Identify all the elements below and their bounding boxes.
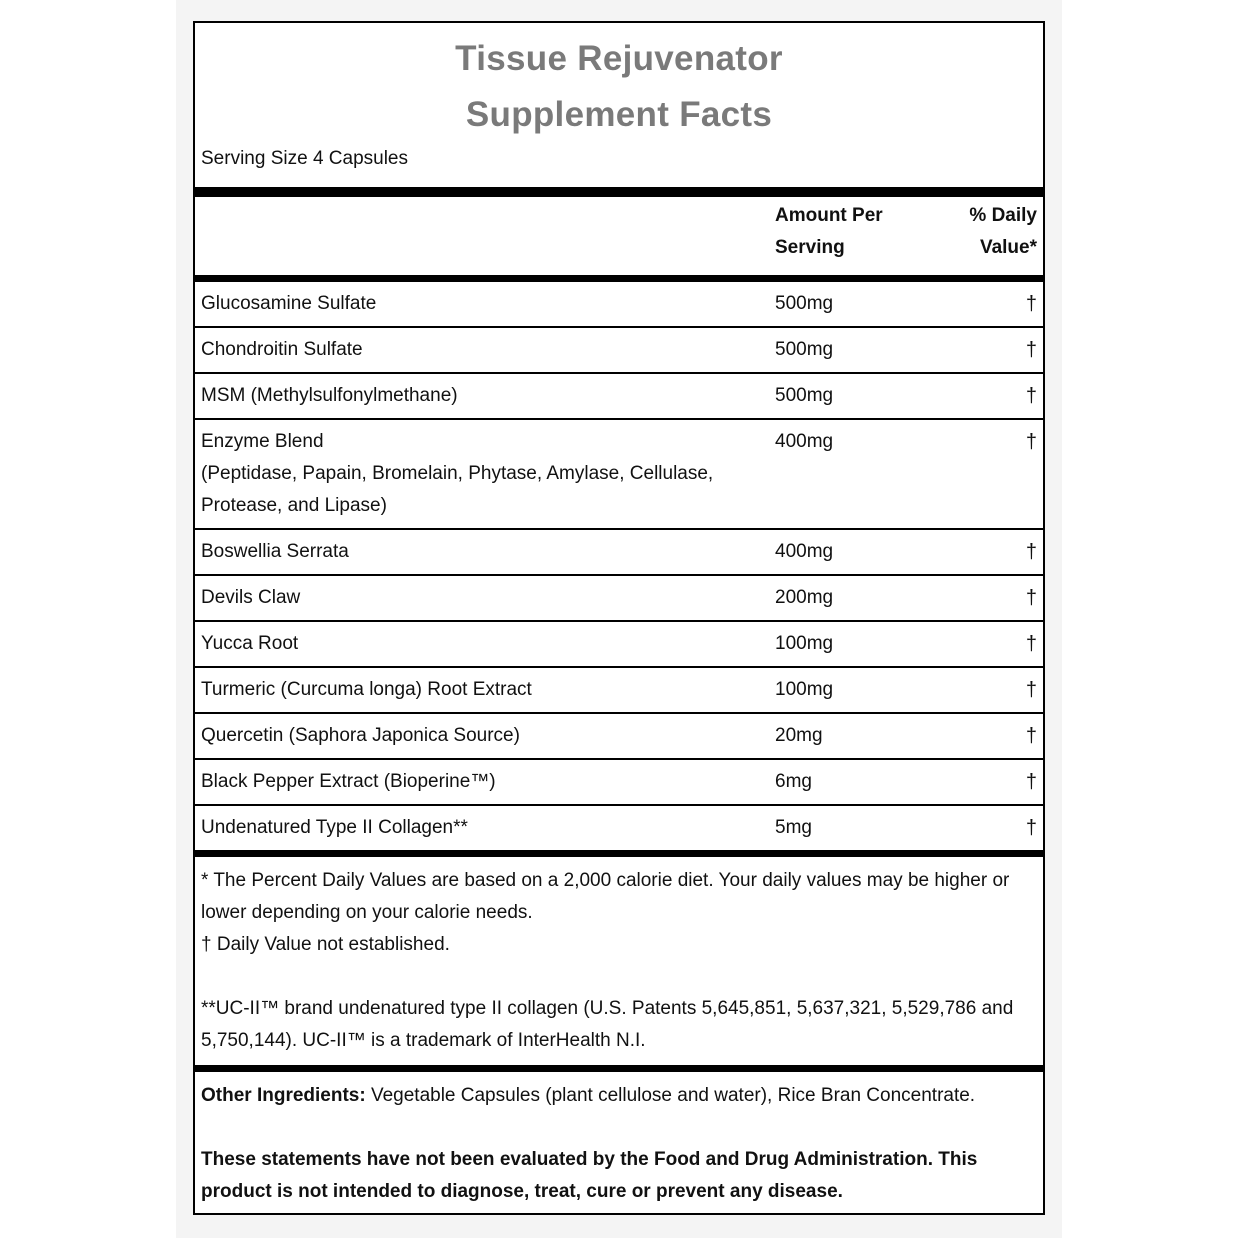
ingredient-name: Black Pepper Extract (Bioperine™) bbox=[201, 771, 496, 792]
ingredient-amount: 400mg bbox=[775, 541, 834, 562]
ingredient-daily-value: † bbox=[1025, 771, 1037, 793]
divider-medium bbox=[195, 275, 1043, 282]
table-row bbox=[195, 668, 1043, 714]
ingredient-daily-value: † bbox=[1025, 633, 1037, 655]
ingredient-name-cell bbox=[195, 760, 775, 804]
divider-thick bbox=[195, 187, 1043, 197]
supplement-facts-panel bbox=[193, 21, 1045, 1215]
other-section bbox=[195, 1072, 1043, 1216]
product-name: Tissue Rejuvenator bbox=[455, 39, 783, 78]
ingredient-name: Devils Claw bbox=[201, 587, 301, 608]
table-row bbox=[195, 374, 1043, 420]
ingredient-name: MSM (Methylsulfonylmethane) bbox=[201, 385, 458, 406]
other-ingredients bbox=[201, 1080, 1035, 1112]
ingredient-amount: 20mg bbox=[775, 725, 823, 746]
table-row bbox=[195, 576, 1043, 622]
collagen-note: **UC-II™ brand undenatured type II collagen (U.S. Patents 5,645,851, 5,637,321, 5,529,786 and 5,750,144). UC-II™ is a trademark of InterHealth N.I. bbox=[201, 998, 1014, 1051]
ingredient-amount: 5mg bbox=[775, 817, 812, 838]
ingredient-amount: 100mg bbox=[775, 633, 834, 654]
ingredient-amount: 400mg bbox=[775, 431, 834, 452]
ingredient-daily-value: † bbox=[1025, 339, 1037, 361]
ingredient-name: Yucca Root bbox=[201, 633, 299, 654]
ingredient-name-cell bbox=[195, 420, 775, 528]
serving-size: Serving Size 4 Capsules bbox=[201, 148, 408, 169]
ingredient-name-cell bbox=[195, 714, 775, 758]
ingredient-amount: 500mg bbox=[775, 293, 834, 314]
ingredient-daily-value: † bbox=[1025, 679, 1037, 701]
table-row bbox=[195, 420, 1043, 530]
ingredient-name: Glucosamine Sulfate bbox=[201, 293, 377, 314]
ingredient-name-cell bbox=[195, 576, 775, 620]
other-ingredients-label: Other Ingredients: bbox=[201, 1085, 366, 1106]
ingredient-name-cell bbox=[195, 530, 775, 574]
ingredient-amount: 500mg bbox=[775, 339, 834, 360]
daily-value-header: % Daily Value* bbox=[969, 205, 1037, 258]
table-row bbox=[195, 328, 1043, 374]
table-row bbox=[195, 806, 1043, 850]
ingredient-daily-value: † bbox=[1025, 385, 1037, 407]
ingredient-amount: 500mg bbox=[775, 385, 834, 406]
ingredient-amount: 200mg bbox=[775, 587, 834, 608]
other-ingredients-text: Vegetable Capsules (plant cellulose and water), Rice Bran Concentrate. bbox=[365, 1085, 976, 1106]
ingredient-name: Boswellia Serrata bbox=[201, 541, 349, 562]
table-row bbox=[195, 282, 1043, 328]
ingredient-daily-value: † bbox=[1025, 293, 1037, 315]
table-header bbox=[195, 197, 1043, 275]
daily-values-note: * The Percent Daily Values are based on a 2,000 calorie diet. Your daily values may be higher or lower depending on your calorie needs. bbox=[201, 870, 1010, 923]
ingredient-name-cell bbox=[195, 328, 775, 372]
ingredient-name: Chondroitin Sulfate bbox=[201, 339, 363, 360]
ingredient-daily-value: † bbox=[1025, 725, 1037, 747]
ingredient-name: Undenatured Type II Collagen** bbox=[201, 817, 468, 838]
ingredient-name: Turmeric (Curcuma longa) Root Extract bbox=[201, 679, 532, 700]
ingredient-name-cell bbox=[195, 622, 775, 666]
fda-disclaimer: These statements have not been evaluated by the Food and Drug Administration. This product is not intended to diagnose, treat, cure or prevent any disease. bbox=[201, 1149, 978, 1202]
ingredient-amount: 6mg bbox=[775, 771, 812, 792]
ingredient-name-cell bbox=[195, 282, 775, 326]
ingredient-daily-value: † bbox=[1025, 817, 1037, 839]
ingredient-detail: (Peptidase, Papain, Bromelain, Phytase, Amylase, Cellulase, Protease, and Lipase) bbox=[201, 463, 714, 516]
ingredient-amount: 100mg bbox=[775, 679, 834, 700]
ingredient-name: Enzyme Blend bbox=[201, 431, 324, 452]
ingredient-daily-value: † bbox=[1025, 587, 1037, 609]
table-row bbox=[195, 622, 1043, 668]
divider-medium bbox=[195, 850, 1043, 857]
table-row bbox=[195, 530, 1043, 576]
amount-header: Amount Per Serving bbox=[775, 205, 883, 258]
not-established-note: † Daily Value not established. bbox=[201, 934, 450, 955]
ingredient-table bbox=[195, 282, 1043, 850]
ingredient-name-cell bbox=[195, 806, 775, 850]
ingredient-name-cell bbox=[195, 374, 775, 418]
footnotes bbox=[195, 857, 1043, 1065]
divider-medium bbox=[195, 1065, 1043, 1072]
ingredient-name-cell bbox=[195, 668, 775, 712]
ingredient-daily-value: † bbox=[1025, 431, 1037, 453]
panel-title: Supplement Facts bbox=[465, 95, 773, 134]
table-row bbox=[195, 714, 1043, 760]
ingredient-name: Quercetin (Saphora Japonica Source) bbox=[201, 725, 520, 746]
ingredient-daily-value: † bbox=[1025, 541, 1037, 563]
table-row bbox=[195, 760, 1043, 806]
